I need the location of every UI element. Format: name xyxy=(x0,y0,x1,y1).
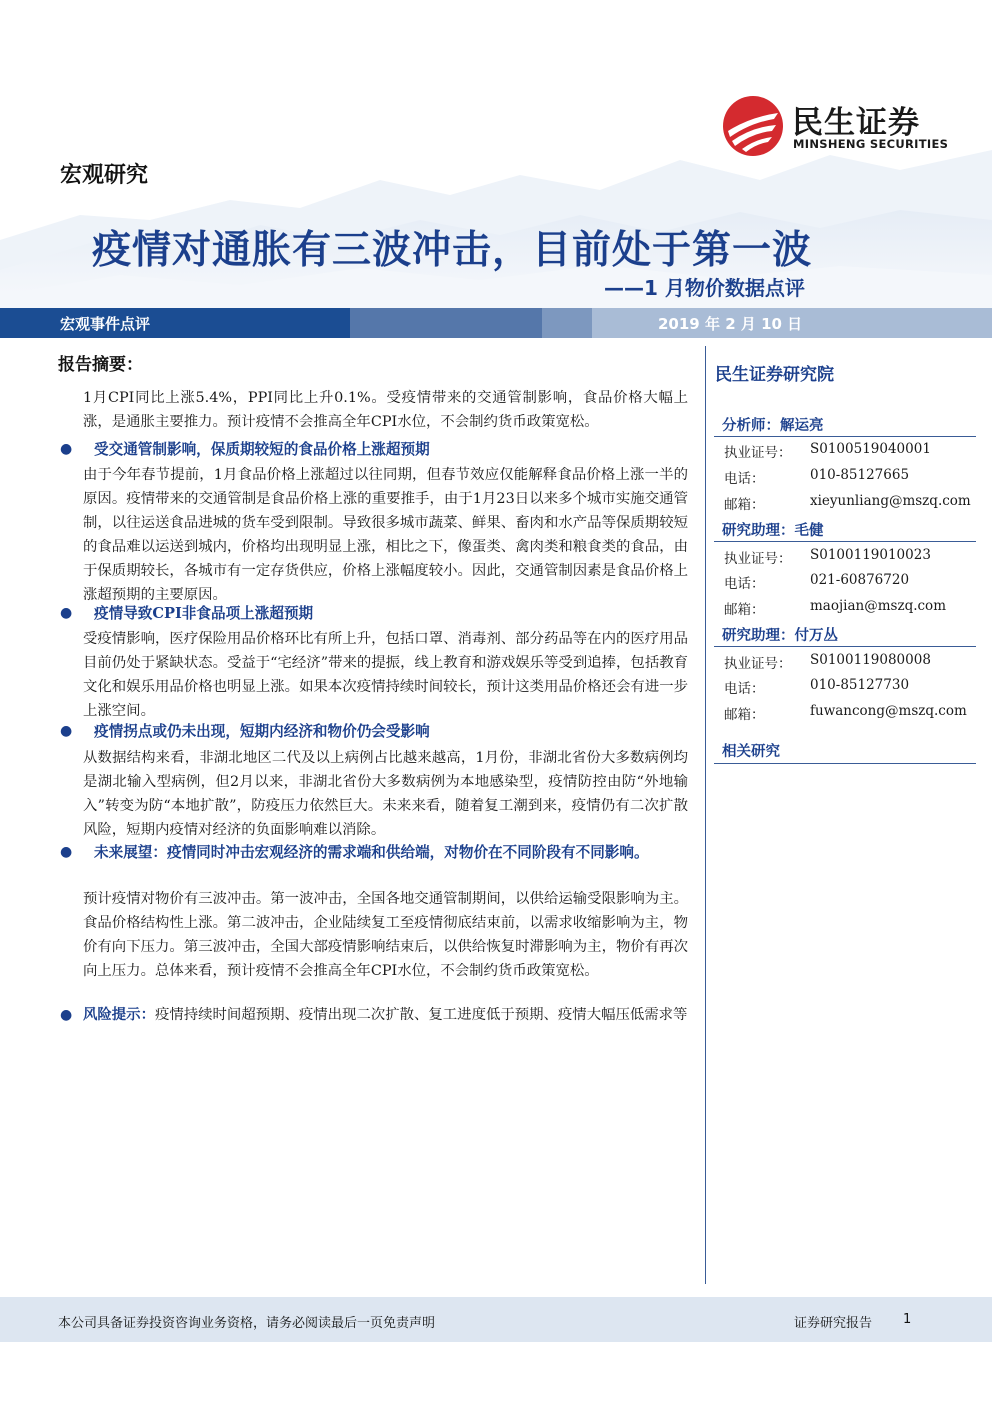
email-label: 邮箱： xyxy=(724,707,765,723)
section-heading: 疫情拐点或仍未出现，短期内经济和物价仍会受影响 xyxy=(94,723,430,740)
bullet-icon: ● xyxy=(60,1007,73,1023)
phone-number: 010-85127730 xyxy=(810,677,910,693)
email-label: 邮箱： xyxy=(724,497,765,513)
brand-name-cn: 民生证券 xyxy=(792,105,920,141)
research-institute: 民生证券研究院 xyxy=(715,365,834,385)
report-title: 疫情对通胀有三波冲击，目前处于第一波 xyxy=(92,228,813,273)
license-number: S0100119080008 xyxy=(810,652,931,668)
license-number: S0100519040001 xyxy=(810,441,931,457)
bullet-icon: ● xyxy=(60,605,73,621)
divider xyxy=(714,763,976,764)
section-body: 预计疫情对物价有三波冲击。第一波冲击，全国各地交通管制期间，以供给运输受限影响为主。食品价格结构性上涨。第二波冲击，企业陆续复工至疫情彻底结束前，以需求收缩影响为主，物价有向下压力。第三波冲击，全国大部疫情影响结束后，以供给恢复时滞影响为主，物价有再次向上压力。总体来看，预计疫情不会推高全年CPI水位，不会制约货币政策宽松。 xyxy=(83,891,688,979)
brand-name-en: MINSHENG SECURITIES xyxy=(793,137,949,151)
minsheng-logo-icon xyxy=(722,95,784,157)
analyst-name: 分析师：解运亮 xyxy=(722,417,824,434)
assistant-name: 研究助理：付万丛 xyxy=(722,627,838,644)
divider xyxy=(714,436,976,437)
section-heading: 未来展望：疫情同时冲击宏观经济的需求端和供给端，对物价在不同阶段有不同影响。 xyxy=(94,844,649,861)
summary-intro: 1月CPI同比上涨5.4%，PPI同比上升0.1%。受疫情带来的交通管制影响，食品价格大幅上涨，是通胀主要推力。预计疫情不会推高全年CPI水位，不会制约货币政策宽松。 xyxy=(83,390,688,430)
header-bar-segment xyxy=(542,308,592,338)
section-heading: 疫情导致CPI非食品项上涨超预期 xyxy=(94,605,314,622)
report-type-label: 宏观事件点评 xyxy=(60,315,151,333)
report-subtitle: ——1 月物价数据点评 xyxy=(604,276,805,300)
license-label: 执业证号： xyxy=(724,551,792,567)
email-label: 邮箱： xyxy=(724,602,765,618)
divider xyxy=(714,646,976,647)
phone-label: 电话： xyxy=(724,681,765,697)
header-bar-segment xyxy=(0,308,350,338)
bullet-icon: ● xyxy=(60,723,73,739)
summary-heading: 报告摘要： xyxy=(58,355,143,375)
risk-label: 风险提示： xyxy=(83,1006,155,1023)
section-body: 由于今年春节提前，1月食品价格上涨超过以往同期，但春节效应仅能解释食品价格上涨一半的原因。疫情带来的交通管制是食品价格上涨的重要推手，由于1月23日以来多个城市实施交通管制，以往运送食品进城的货车受到限制。导致很多城市蔬菜、鲜果、畜肉和水产品等保质期较短的食品难以运送到城内，价格均出现明显上涨，相比之下，像蛋类、禽肉类和粮食类的食品，由于保质期较长，各城市有一定存货供应，价格上涨幅度较小。因此，交通管制因素是食品价格上涨超预期的主要原因。 xyxy=(83,467,688,603)
phone-number: 021-60876720 xyxy=(810,572,910,588)
section-heading: 受交通管制影响，保质期较短的食品价格上涨超预期 xyxy=(94,441,430,458)
section-body: 从数据结构来看，非湖北地区二代及以上病例占比越来越高，1月份，非湖北省份大多数病例均是湖北输入型病例，但2月以来，非湖北省份大多数病例为本地感染型，疫情防控由防“外地输入”转变为防“本地扩散”，防疫压力依然巨大。未来来看，随着复工潮到来，疫情仍有二次扩散风险，短期内疫情对经济的负面影响难以消除。 xyxy=(83,750,688,838)
report-category: 宏观研究 xyxy=(60,163,149,188)
bullet-icon: ● xyxy=(60,441,73,457)
report-date: 2019 年 2 月 10 日 xyxy=(658,315,803,333)
phone-number: 010-85127665 xyxy=(810,467,910,483)
assistant-name: 研究助理：毛健 xyxy=(722,522,824,539)
section-body: 受疫情影响，医疗保险用品价格环比有所上升，包括口罩、消毒剂、部分药品等在内的医疗用品目前仍处于紧缺状态。受益于“宅经济”带来的提振，线上教育和游戏娱乐等受到追捧，包括教育文化和娱乐用品价格也明显上涨。如果本次疫情持续时间较长，预计这类用品价格还会有进一步上涨空间。 xyxy=(83,631,688,719)
column-divider xyxy=(705,346,706,1284)
related-research-heading: 相关研究 xyxy=(722,743,780,760)
license-number: S0100119010023 xyxy=(810,547,931,563)
divider xyxy=(714,541,976,542)
risk-text: 疫情持续时间超预期、疫情出现二次扩散、复工进度低于预期、疫情大幅压低需求等 xyxy=(154,1007,688,1023)
brand-logo xyxy=(722,95,952,155)
license-label: 执业证号： xyxy=(724,656,792,672)
header-bar-segment xyxy=(350,308,542,338)
footer-disclaimer: 本公司具备证券投资咨询业务资格，请务必阅读最后一页免责声明 xyxy=(58,1316,436,1331)
email-link[interactable]: fuwancong@mszq.com xyxy=(810,703,967,719)
phone-label: 电话： xyxy=(724,576,765,592)
footer-report-type: 证券研究报告 xyxy=(794,1316,873,1331)
bullet-icon: ● xyxy=(60,844,73,860)
email-link[interactable]: xieyunliang@mszq.com xyxy=(810,493,971,509)
license-label: 执业证号： xyxy=(724,445,792,461)
phone-label: 电话： xyxy=(724,471,765,487)
email-link[interactable]: maojian@mszq.com xyxy=(810,598,946,614)
risk-warning xyxy=(83,1003,688,1027)
page-number: 1 xyxy=(903,1312,912,1327)
